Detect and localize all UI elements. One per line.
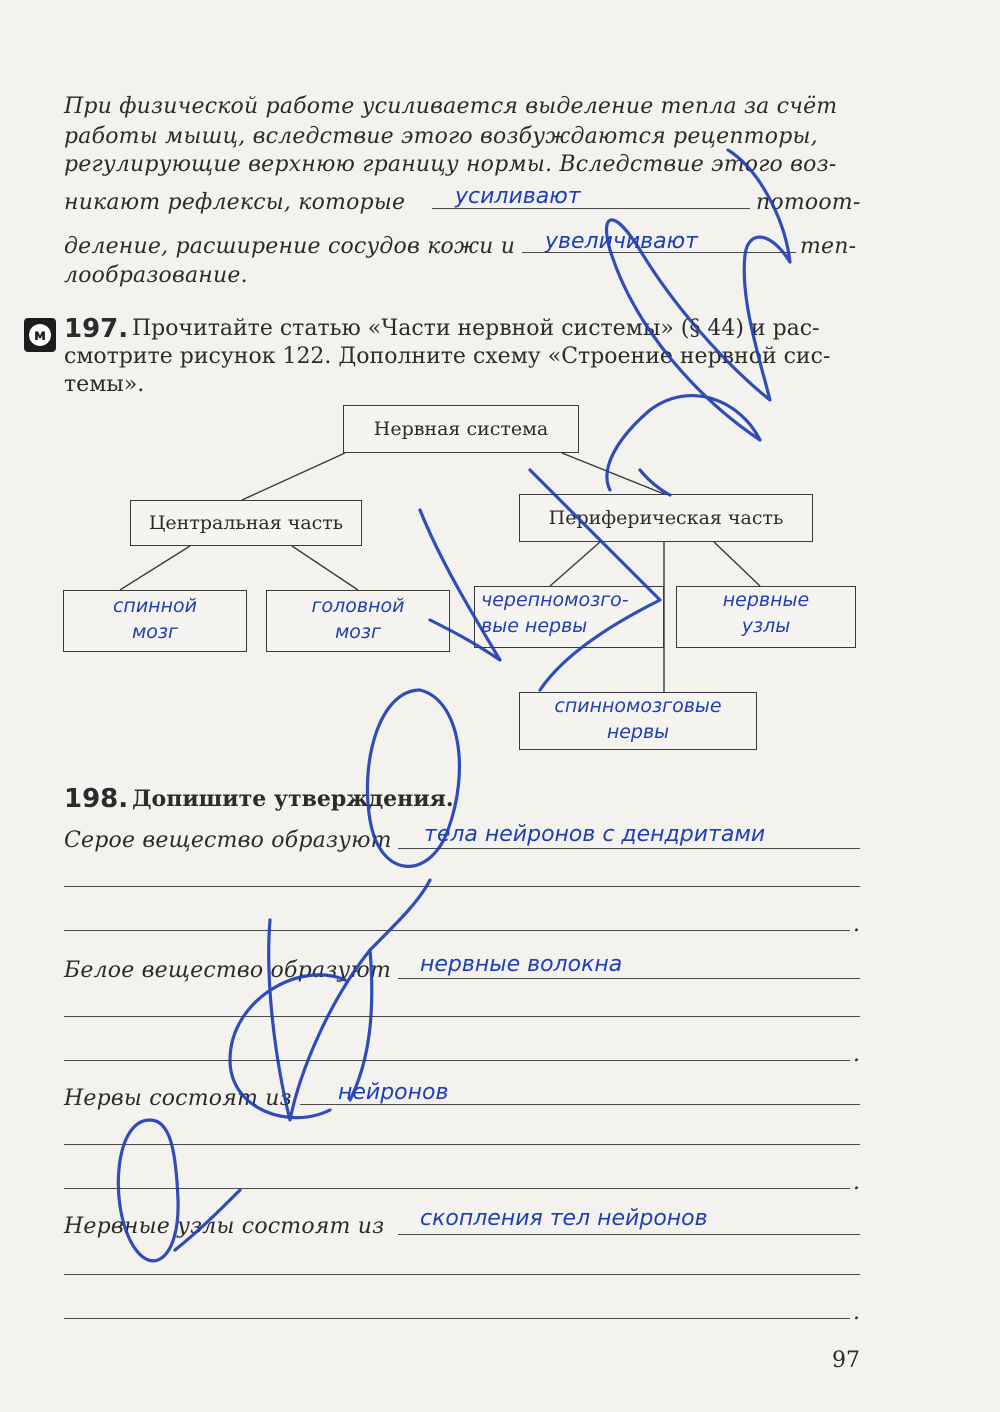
scheme-answer-spinal-nerves[interactable] [519, 692, 757, 750]
answer-line: головной [311, 595, 405, 617]
statement-grey-matter-answer: тела нейронов с дендритами [424, 822, 766, 847]
writing-line[interactable] [64, 1144, 860, 1145]
intro-line-4-end: потоот- [756, 190, 861, 215]
scheme-answer-ganglia[interactable] [676, 586, 856, 648]
statement-white-matter-blank[interactable] [398, 978, 860, 979]
answer-line: нервные [722, 589, 810, 611]
scheme-peripheral-label: Периферическая часть [548, 507, 784, 529]
intro-line-2: работы мышц, вследствие этого возбуждаются рецепторы, [64, 124, 818, 149]
writing-line[interactable] [64, 1318, 850, 1319]
sentence-period: . [853, 1042, 861, 1067]
intro-line-6: лообразование. [64, 263, 248, 288]
task-198-number: 198. [64, 784, 129, 814]
intro-line-4-start: никают рефлексы, которые [64, 190, 406, 215]
task-197-number: 197. [64, 314, 129, 344]
scheme-peripheral-box [519, 494, 813, 542]
intro-line-1: При физической работе усиливается выделение тепла за счёт [64, 94, 838, 119]
sentence-period: . [853, 1300, 861, 1325]
statement-nerves-label: Нервы состоят из [64, 1086, 292, 1111]
answer-line: спинной [112, 595, 198, 617]
writing-line[interactable] [64, 1060, 850, 1061]
scheme-answer-spinal-cord[interactable] [63, 590, 247, 652]
scheme-central-box [130, 500, 362, 546]
scheme-root-label: Нервная система [373, 418, 549, 440]
scheme-answer-cranial-nerves[interactable] [474, 586, 664, 648]
method-badge-icon: м [24, 318, 56, 352]
writing-line[interactable] [64, 1274, 860, 1275]
answer-line: черепномозго- [481, 589, 629, 611]
statement-ganglia-label: Нервные узлы состоят из [64, 1214, 385, 1239]
intro-line-3: регулирующие верхнюю границу нормы. Вследствие этого воз- [64, 152, 837, 177]
statement-grey-matter-blank[interactable] [398, 848, 860, 849]
statement-nerves-answer: нейронов [338, 1080, 449, 1105]
task-197-text-1: Прочитайте статью «Части нервной системы» (§ 44) и рас- [132, 316, 820, 341]
sentence-period: . [853, 912, 861, 937]
answer-line: мозг [131, 621, 179, 643]
scheme-answer-brain[interactable] [266, 590, 450, 652]
writing-line[interactable] [64, 886, 860, 887]
statement-ganglia-blank[interactable] [398, 1234, 860, 1235]
answer-line: спинномозговые [554, 695, 722, 717]
intro-line-5-start: деление, расширение сосудов кожи и [64, 234, 516, 259]
scheme-root-box [343, 405, 579, 453]
writing-line[interactable] [64, 1188, 850, 1189]
answer-2: увеличивают [545, 229, 698, 254]
intro-line-5-end: теп- [800, 234, 857, 259]
statement-white-matter-label: Белое вещество образуют [64, 958, 392, 983]
answer-line: мозг [334, 621, 382, 643]
task-197-text-3: темы». [64, 372, 145, 397]
writing-line[interactable] [64, 930, 850, 931]
page-number: 97 [832, 1348, 860, 1373]
sentence-period: . [853, 1170, 861, 1195]
statement-ganglia-answer: скопления тел нейронов [420, 1206, 708, 1231]
answer-line: вые нервы [481, 615, 588, 637]
answer-line: узлы [741, 615, 791, 637]
intro-line-5 [64, 234, 864, 259]
scheme-central-label: Центральная часть [148, 512, 344, 534]
answer-line: нервы [606, 721, 670, 743]
statement-white-matter-answer: нервные волокна [420, 952, 623, 977]
statement-grey-matter-label: Серое вещество образуют [64, 828, 392, 853]
task-197-text-2: смотрите рисунок 122. Дополните схему «Строение нервной сис- [64, 344, 831, 369]
writing-line[interactable] [64, 1016, 860, 1017]
task-198-title: Допишите утверждения. [132, 786, 454, 812]
answer-1: усиливают [455, 184, 581, 209]
